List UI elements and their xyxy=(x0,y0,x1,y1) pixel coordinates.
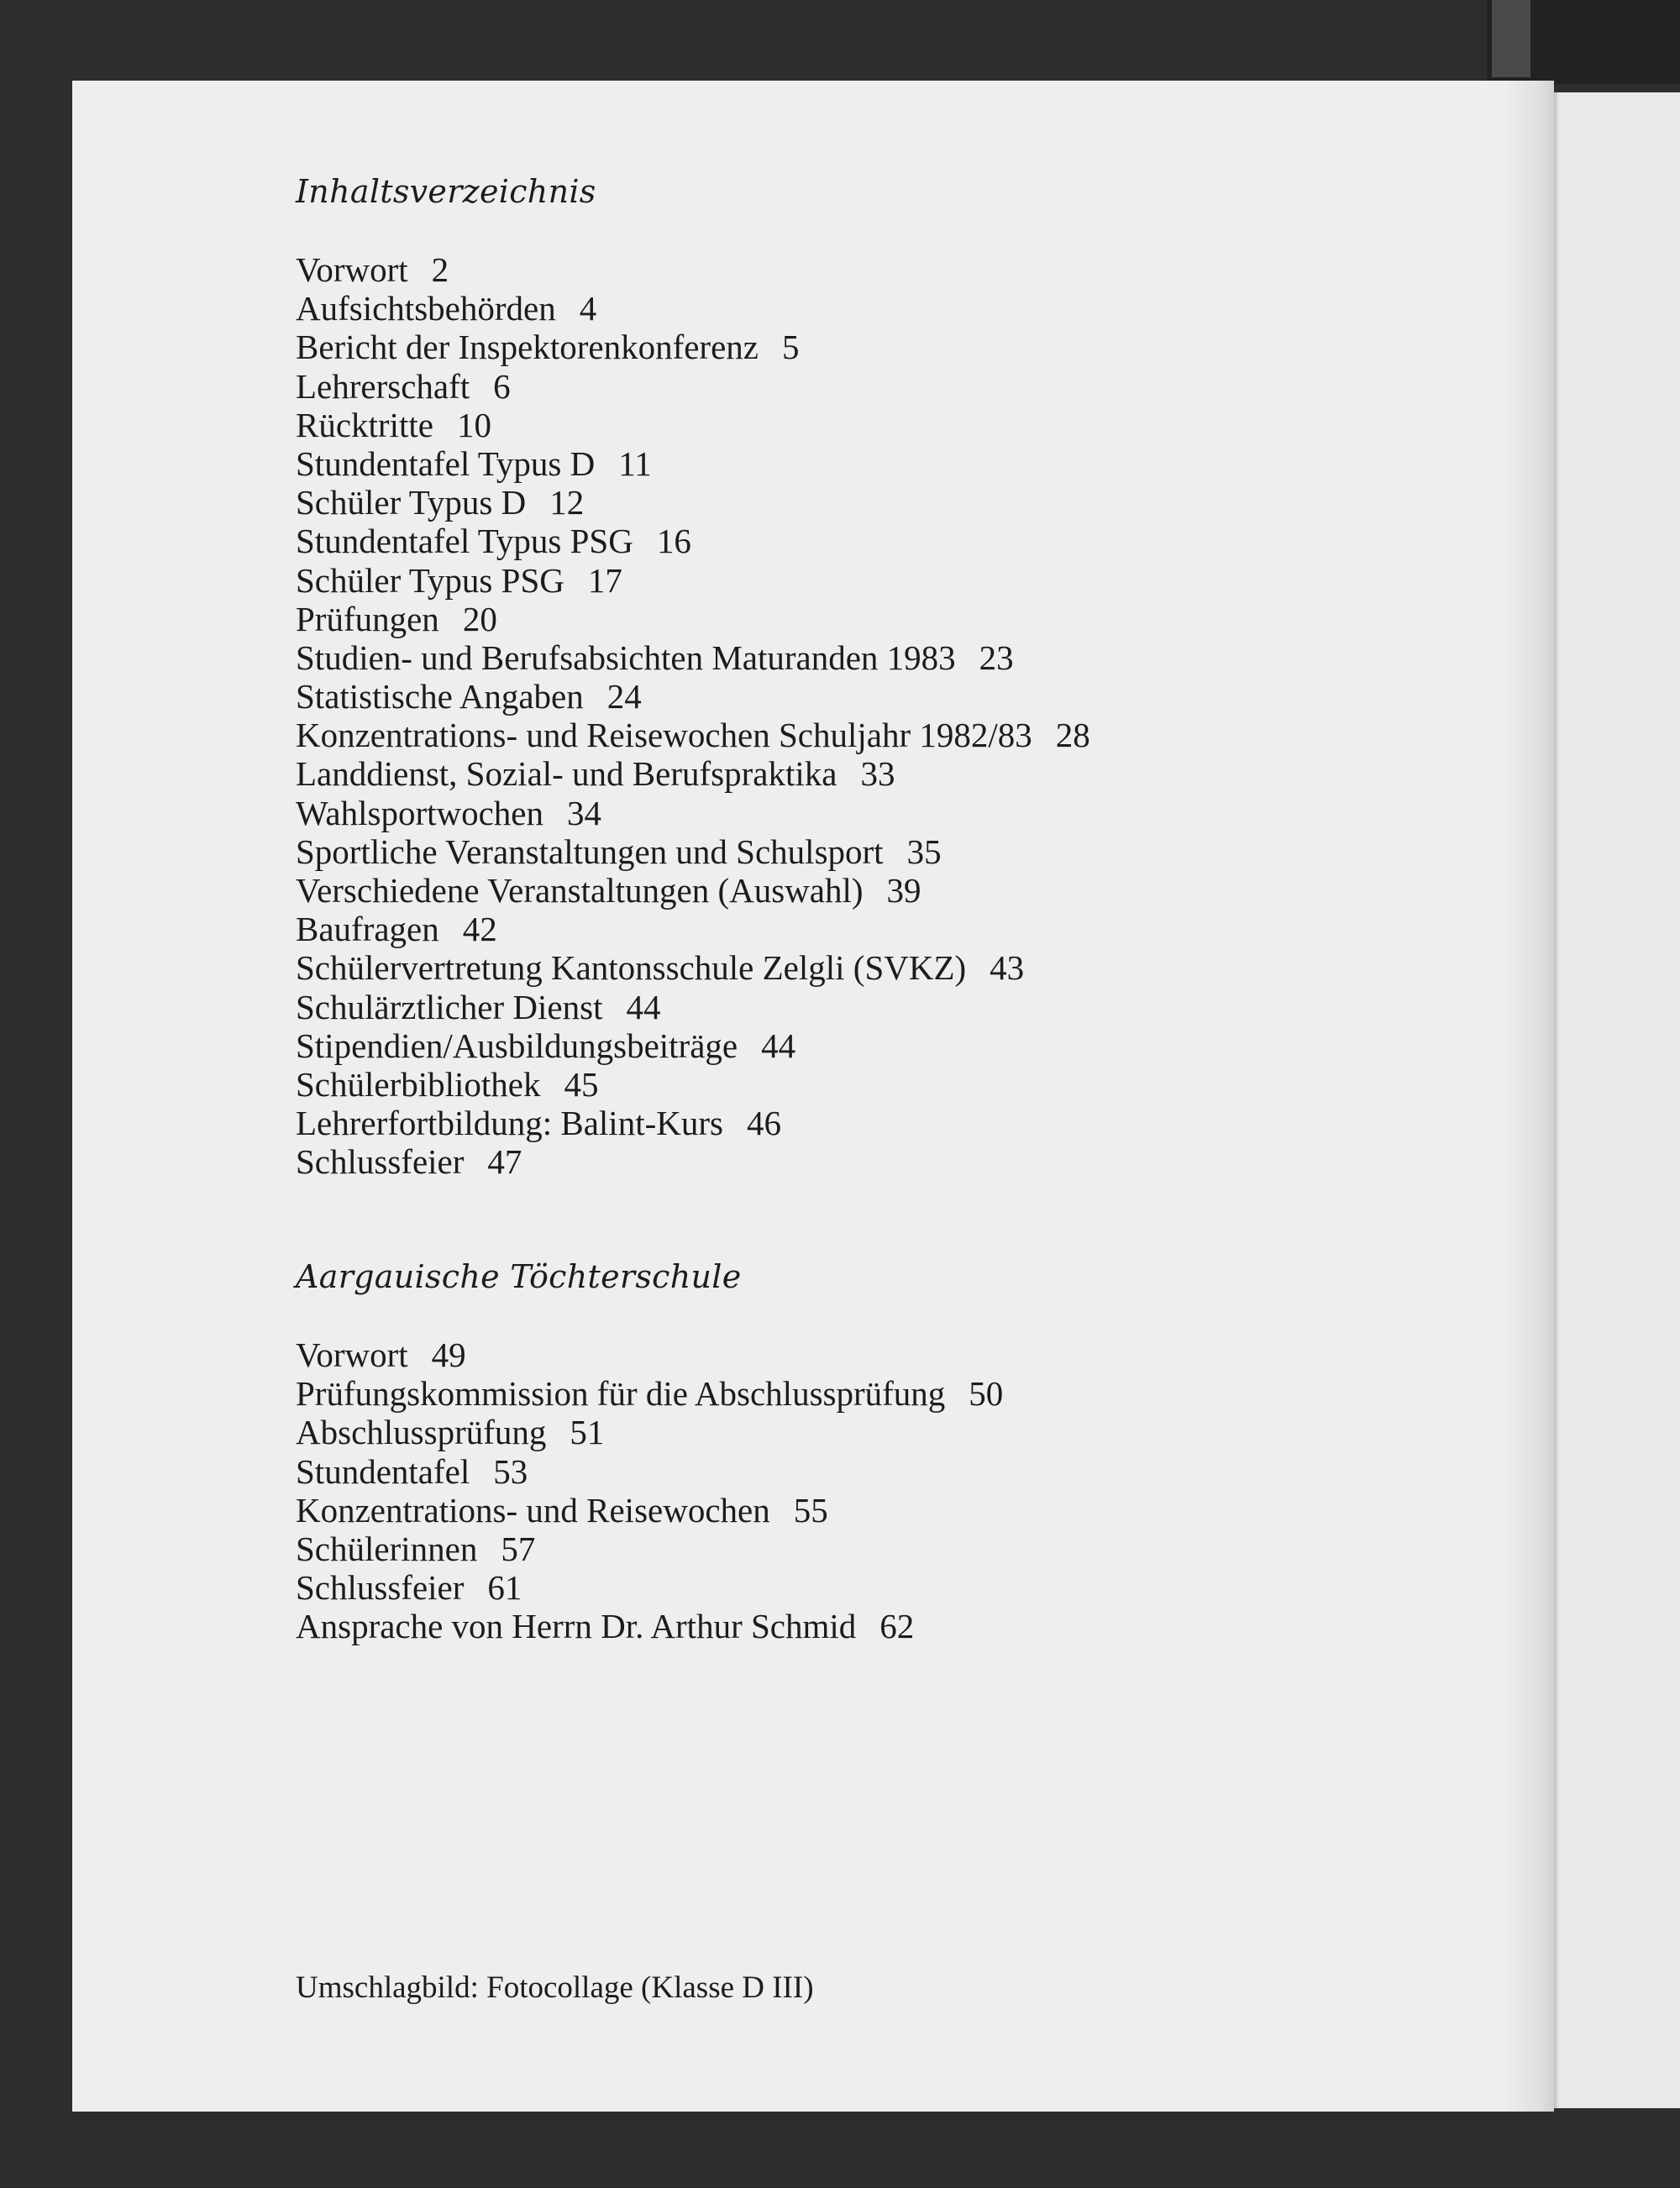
toc-entry xyxy=(296,1452,1003,1491)
toc-entry-title: Sportliche Veranstaltungen und Schulsport xyxy=(296,832,884,871)
adjacent-page xyxy=(1552,92,1680,2108)
toc-entry-title: Prüfungen xyxy=(296,599,439,638)
toc-entry-page: 53 xyxy=(493,1451,528,1491)
toc-entry-page: 62 xyxy=(879,1607,915,1646)
toc-entry-title: Wahlsportwochen xyxy=(296,793,544,832)
toc-entry-title: Aufsichtsbehörden xyxy=(296,289,556,328)
toc-entry-title: Stundentafel Typus PSG xyxy=(296,522,633,561)
toc-entry-title: Prüfungskommission für die Abschlussprüfung xyxy=(296,1374,946,1414)
toc-entry xyxy=(296,522,1090,560)
toc-entry xyxy=(296,754,1090,793)
toc-entry-title: Konzentrations- und Reisewochen xyxy=(296,1490,770,1530)
page-gutter-shadow xyxy=(1504,81,1554,2112)
toc-entry-page: 6 xyxy=(493,366,511,406)
toc-entry-title: Verschiedene Veranstaltungen (Auswahl) xyxy=(296,871,864,910)
toc-entry xyxy=(296,638,1090,677)
toc-entry-page: 20 xyxy=(462,599,497,638)
toc-entry-title: Vorwort xyxy=(296,1335,408,1374)
toc-entry xyxy=(296,871,1090,910)
toc-entry xyxy=(296,406,1090,444)
toc-entry-page: 42 xyxy=(462,910,497,949)
toc-entry xyxy=(296,250,1090,289)
toc-entry xyxy=(296,328,1090,366)
toc-entry-title: Schülerinnen xyxy=(296,1529,478,1568)
toc-entry-title: Ansprache von Herrn Dr. Arthur Schmid xyxy=(296,1607,857,1646)
toc-entry-page: 24 xyxy=(606,677,642,716)
toc-entry-page: 55 xyxy=(793,1490,828,1530)
toc-entry xyxy=(296,561,1090,600)
toc-entry-page: 17 xyxy=(587,560,622,600)
toc-heading: Inhaltsverzeichnis xyxy=(296,173,596,210)
toc-entry-title: Schüler Typus D xyxy=(296,483,527,522)
toc-entry-page: 39 xyxy=(886,871,921,910)
toc-entry-page: 43 xyxy=(990,948,1025,988)
toc-entry-title: Schüler Typus PSG xyxy=(296,560,564,600)
toc-entry xyxy=(296,1530,1003,1568)
toc-entry xyxy=(296,1374,1003,1413)
toc-entry xyxy=(296,600,1090,638)
toc-entry-page: 49 xyxy=(431,1335,466,1374)
toc-entry xyxy=(296,1413,1003,1451)
toc-entry-title: Landdienst, Sozial- und Berufspraktika xyxy=(296,754,837,794)
toc-entry-page: 57 xyxy=(501,1529,536,1568)
toc-entry-page: 44 xyxy=(626,987,661,1026)
toc-entry-page: 50 xyxy=(969,1374,1004,1414)
toc-entry-page: 46 xyxy=(746,1104,781,1143)
page-fold-edge xyxy=(1554,92,1559,2108)
toc-entry-page: 45 xyxy=(564,1064,599,1104)
toc-entry-title: Stipendien/Ausbildungsbeiträge xyxy=(296,1026,738,1065)
toc-entry-title: Abschlussprüfung xyxy=(296,1413,547,1452)
toc-list-toechterschule xyxy=(296,1335,1003,1646)
toc-entry-title: Rücktritte xyxy=(296,405,433,444)
toc-entry xyxy=(296,289,1090,328)
toc-entry xyxy=(296,367,1090,406)
scan-corner-patch xyxy=(1492,0,1530,77)
toc-entry xyxy=(296,1026,1090,1065)
toc-entry-page: 4 xyxy=(579,289,597,328)
toc-entry-title: Schulärztlicher Dienst xyxy=(296,987,603,1026)
toc-entry-page: 23 xyxy=(979,638,1014,677)
toc-entry-page: 16 xyxy=(656,522,691,561)
toc-entry xyxy=(296,832,1090,871)
toc-entry-page: 35 xyxy=(906,832,942,871)
toc-entry xyxy=(296,910,1090,948)
toc-entry-page: 28 xyxy=(1055,716,1090,755)
toc-entry-page: 44 xyxy=(761,1026,796,1065)
toc-entry xyxy=(296,948,1090,987)
section-heading-toechterschule: Aargauische Töchterschule xyxy=(296,1258,742,1295)
toc-entry xyxy=(296,677,1090,716)
toc-entry-page: 51 xyxy=(570,1413,605,1452)
toc-entry xyxy=(296,1335,1003,1374)
toc-entry-title: Lehrerschaft xyxy=(296,366,470,406)
toc-entry-page: 5 xyxy=(781,328,800,367)
toc-entry-title: Baufragen xyxy=(296,910,439,949)
toc-entry-page: 47 xyxy=(487,1142,522,1182)
toc-entry-title: Studien- und Berufsabsichten Maturanden 1983 xyxy=(296,638,956,677)
toc-entry xyxy=(296,794,1090,832)
toc-entry xyxy=(296,1065,1090,1104)
toc-entry-title: Schülerbibliothek xyxy=(296,1064,541,1104)
toc-entry-title: Stundentafel xyxy=(296,1451,470,1491)
toc-entry-title: Bericht der Inspektorenkonferenz xyxy=(296,328,759,367)
toc-entry-title: Lehrerfortbildung: Balint-Kurs xyxy=(296,1104,723,1143)
toc-entry xyxy=(296,1104,1090,1142)
toc-entry-title: Schlussfeier xyxy=(296,1142,465,1182)
toc-entry-title: Stundentafel Typus D xyxy=(296,443,596,483)
toc-entry xyxy=(296,1568,1003,1607)
toc-entry-page: 11 xyxy=(618,443,652,483)
toc-entry xyxy=(296,716,1090,754)
toc-entry-title: Schlussfeier xyxy=(296,1568,465,1608)
toc-entry-title: Vorwort xyxy=(296,250,408,289)
toc-entry-title: Statistische Angaben xyxy=(296,677,584,716)
toc-entry-page: 61 xyxy=(487,1568,522,1608)
toc-entry-page: 33 xyxy=(860,754,895,794)
toc-entry xyxy=(296,988,1090,1026)
toc-entry xyxy=(296,483,1090,522)
toc-entry xyxy=(296,1491,1003,1530)
toc-entry-page: 2 xyxy=(431,250,449,289)
toc-list-main xyxy=(296,250,1090,1182)
toc-entry-title: Schülervertretung Kantonsschule Zelgli (SVKZ) xyxy=(296,948,967,988)
toc-entry xyxy=(296,444,1090,483)
toc-entry xyxy=(296,1142,1090,1181)
cover-image-caption: Umschlagbild: Fotocollage (Klasse D III) xyxy=(296,1970,814,2005)
toc-entry-title: Konzentrations- und Reisewochen Schuljahr 1982/83 xyxy=(296,716,1032,755)
toc-entry xyxy=(296,1607,1003,1645)
toc-entry-page: 12 xyxy=(549,483,585,522)
toc-entry-page: 10 xyxy=(456,405,491,444)
toc-entry-page: 34 xyxy=(567,793,602,832)
